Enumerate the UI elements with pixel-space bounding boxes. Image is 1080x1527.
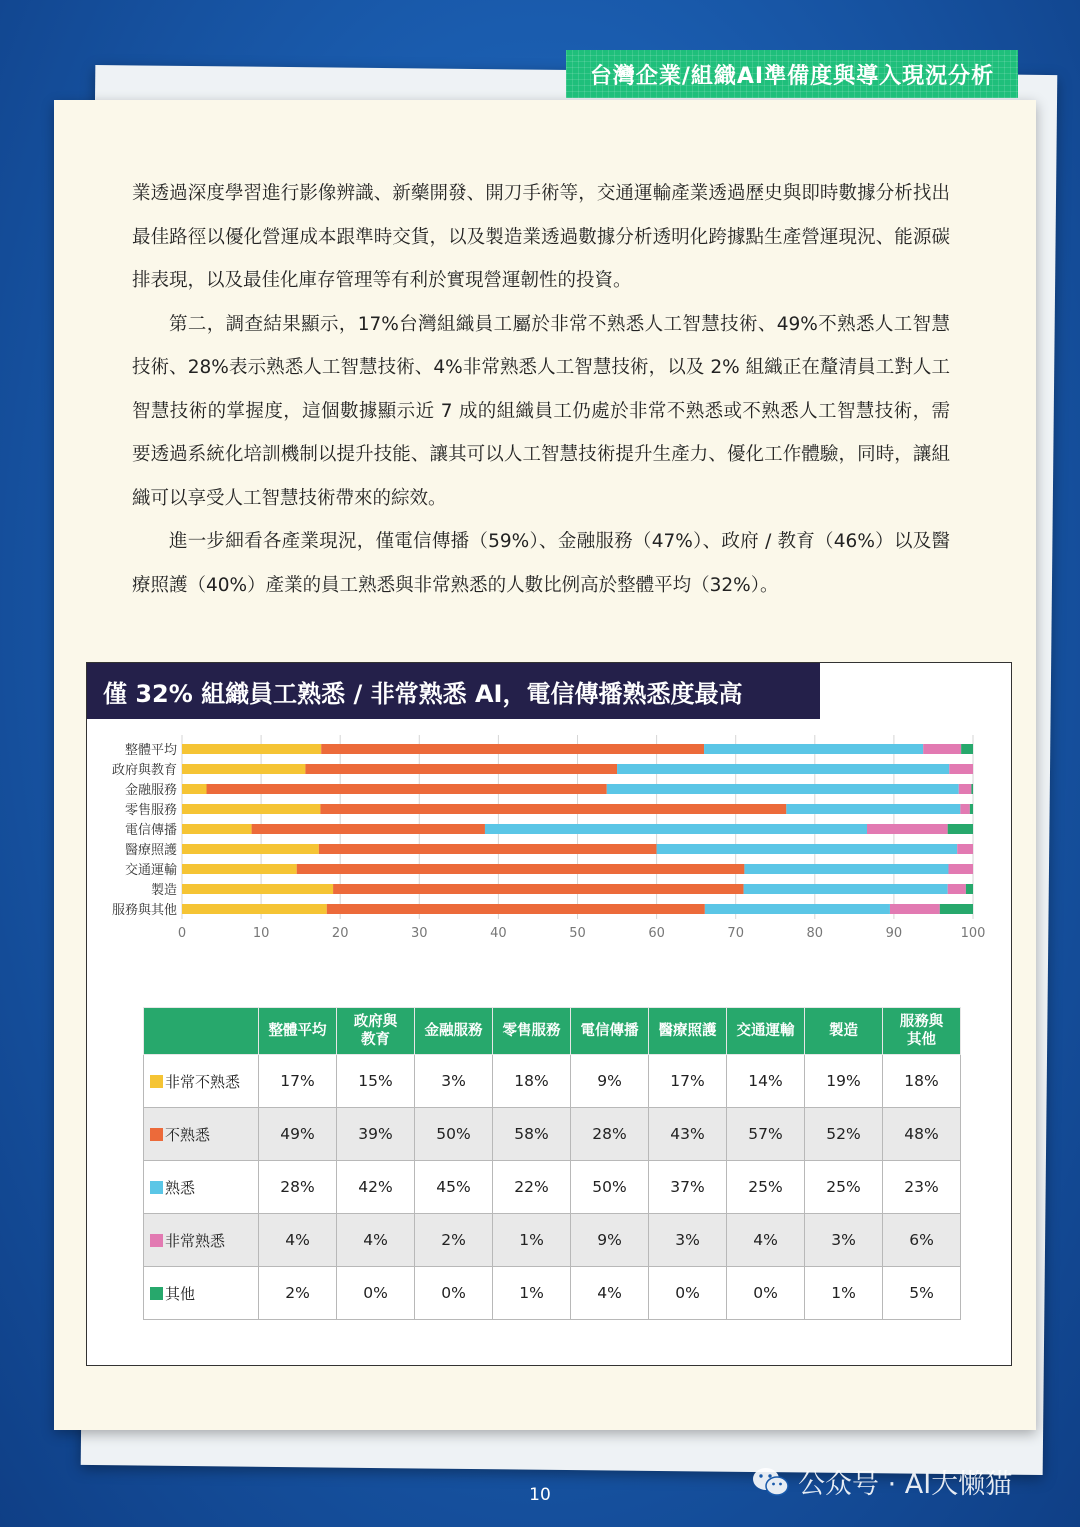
table-cell: 19% xyxy=(805,1055,883,1108)
table-cell: 52% xyxy=(805,1108,883,1161)
row-label-text: 非常熟悉 xyxy=(165,1231,226,1250)
x-tick-label: 10 xyxy=(252,926,270,941)
table-row xyxy=(144,1055,961,1108)
y-category-label: 服務與其他 xyxy=(111,903,177,918)
table-cell: 14% xyxy=(727,1055,805,1108)
table-cell: 4% xyxy=(337,1214,415,1267)
bar-segment xyxy=(657,844,958,854)
paragraph-1: 業透過深度學習進行影像辨識、新藥開發、開刀手術等，交通運輸產業透過歷史與即時數據分析找出最佳路徑以優化營運成本跟準時交貨，以及製造業透過數據分析透明化跨據點生產營運現況、能源碳排表現，以及最佳化庫存管理等有利於實現營運韌性的投資。 xyxy=(132,183,950,291)
table-cell: 9% xyxy=(571,1214,649,1267)
row-label xyxy=(144,1214,259,1267)
table-cell: 17% xyxy=(649,1055,727,1108)
table-cell: 0% xyxy=(415,1267,493,1320)
row-label-text: 不熟悉 xyxy=(165,1125,211,1144)
bar-segment xyxy=(704,744,923,754)
x-tick-label: 0 xyxy=(177,926,187,941)
table-cell: 3% xyxy=(415,1055,493,1108)
paragraph-2: 第二，調查結果顯示，17%台灣組織員工屬於非常不熟悉人工智慧技術、49%不熟悉人工智慧技術、28%表示熟悉人工智慧技術、4%非常熟悉人工智慧技術，以及 2% 組織正在釐清員工對人工智慧技術的掌握度，這個數據顯示近 7 成的組織員工仍處於非常不熟悉或不熟悉人工智慧技術，需要透過系統化培訓機制以提升技能、讓其可以人工智慧技術提升生產力、優化工作體驗，同時，讓組織可以享受人工智慧技術帶來的綜效。 xyxy=(132,313,950,509)
table-cell: 15% xyxy=(337,1055,415,1108)
table-row xyxy=(144,1161,961,1214)
table-cell: 9% xyxy=(571,1055,649,1108)
table-cell: 4% xyxy=(727,1214,805,1267)
bar-segment xyxy=(971,784,973,794)
x-tick-label: 100 xyxy=(960,926,986,941)
table-cell: 1% xyxy=(493,1267,571,1320)
table-cell: 42% xyxy=(337,1161,415,1214)
x-tick-label: 20 xyxy=(331,926,349,941)
column-header: 電信傳播 xyxy=(571,1008,649,1055)
bar-segment xyxy=(333,884,744,894)
bar-segment xyxy=(305,764,617,774)
page-number: 10 xyxy=(529,1485,551,1505)
bar-segment xyxy=(961,744,973,754)
y-category-label: 政府與教育 xyxy=(111,763,177,778)
table-cell: 22% xyxy=(493,1161,571,1214)
bar-segment xyxy=(182,884,333,894)
column-header: 醫療照護 xyxy=(649,1008,727,1055)
y-category-label: 醫療照護 xyxy=(124,843,177,858)
row-label xyxy=(144,1267,259,1320)
bar-segment xyxy=(182,864,297,874)
body-text xyxy=(132,172,950,607)
table-cell: 4% xyxy=(259,1214,337,1267)
bar-segment xyxy=(320,804,786,814)
bar-segment xyxy=(182,844,319,854)
bar-segment xyxy=(607,784,959,794)
table-row xyxy=(144,1108,961,1161)
table-cell: 49% xyxy=(259,1108,337,1161)
table-cell: 1% xyxy=(805,1267,883,1320)
legend-swatch xyxy=(150,1234,163,1247)
x-tick-label: 90 xyxy=(885,926,903,941)
table-cell: 5% xyxy=(883,1267,961,1320)
bar-segment xyxy=(948,884,966,894)
table-header-row xyxy=(144,1008,961,1055)
row-label-text: 其他 xyxy=(165,1284,196,1303)
table-cell: 48% xyxy=(883,1108,961,1161)
bar-segment xyxy=(948,824,973,834)
bar-segment xyxy=(957,844,973,854)
bar-segment xyxy=(940,904,973,914)
watermark-text: 公众号 · AI大懒猫 xyxy=(798,1469,1013,1500)
y-category-label: 電信傳播 xyxy=(124,823,177,838)
x-tick-label: 30 xyxy=(411,926,428,941)
table-row xyxy=(144,1214,961,1267)
row-label xyxy=(144,1161,259,1214)
bar-segment xyxy=(327,904,705,914)
x-tick-label: 60 xyxy=(648,926,665,941)
bar-segment xyxy=(617,764,949,774)
table-cell: 50% xyxy=(415,1108,493,1161)
table-cell: 28% xyxy=(571,1108,649,1161)
table-cell: 17% xyxy=(259,1055,337,1108)
report-header-title: 台灣企業/組織AI準備度與導入現況分析 xyxy=(566,50,1018,98)
table-cell: 57% xyxy=(727,1108,805,1161)
y-category-label: 金融服務 xyxy=(124,783,177,798)
legend-swatch xyxy=(150,1075,163,1088)
table-cell: 28% xyxy=(259,1161,337,1214)
column-header: 製造 xyxy=(805,1008,883,1055)
table-cell: 3% xyxy=(805,1214,883,1267)
bar-segment xyxy=(252,824,485,834)
table-cell: 45% xyxy=(415,1161,493,1214)
bar-segment xyxy=(705,904,890,914)
bar-segment xyxy=(207,784,607,794)
column-header: 政府與 教育 xyxy=(337,1008,415,1055)
legend-swatch xyxy=(150,1128,163,1141)
column-header: 服務與 其他 xyxy=(883,1008,961,1055)
bar-segment xyxy=(949,764,973,774)
bar-segment xyxy=(786,804,960,814)
bar-segment xyxy=(970,804,973,814)
table-cell: 2% xyxy=(415,1214,493,1267)
bar-segment xyxy=(182,804,320,814)
y-category-label: 整體平均 xyxy=(124,743,177,758)
bar-segment xyxy=(959,784,972,794)
bar-segment xyxy=(319,844,657,854)
bar-segment xyxy=(182,764,305,774)
table-cell: 1% xyxy=(493,1214,571,1267)
legend-swatch xyxy=(150,1287,163,1300)
x-tick-label: 50 xyxy=(569,926,586,941)
table-cell: 6% xyxy=(883,1214,961,1267)
column-header: 零售服務 xyxy=(493,1008,571,1055)
bar-segment xyxy=(485,824,867,834)
bar-segment xyxy=(960,804,969,814)
stacked-bar-chart xyxy=(87,723,1011,1003)
data-table xyxy=(143,1007,961,1320)
column-header: 整體平均 xyxy=(259,1008,337,1055)
table-row xyxy=(144,1267,961,1320)
table-cell: 37% xyxy=(649,1161,727,1214)
table-cell: 43% xyxy=(649,1108,727,1161)
table-cell: 23% xyxy=(883,1161,961,1214)
bar-segment xyxy=(948,864,973,874)
bar-segment xyxy=(321,744,704,754)
x-tick-label: 40 xyxy=(490,926,507,941)
bar-segment xyxy=(182,904,327,914)
column-header: 交通運輸 xyxy=(727,1008,805,1055)
paragraph-3: 進一步細看各產業現況，僅電信傳播（59%）、金融服務（47%）、政府 / 教育（46%）以及醫療照護（40%）產業的員工熟悉與非常熟悉的人數比例高於整體平均（32%）。 xyxy=(132,531,950,596)
table-cell: 25% xyxy=(805,1161,883,1214)
bar-segment xyxy=(744,864,948,874)
table-corner-cell xyxy=(144,1008,259,1055)
bar-segment xyxy=(923,744,961,754)
table-cell: 0% xyxy=(727,1267,805,1320)
bar-segment xyxy=(182,824,252,834)
table-cell: 4% xyxy=(571,1267,649,1320)
bar-segment xyxy=(744,884,948,894)
figure-title: 僅 32% 組織員工熟悉 / 非常熟悉 AI，電信傳播熟悉度最高 xyxy=(87,663,820,719)
bar-segment xyxy=(867,824,948,834)
x-tick-label: 70 xyxy=(727,926,744,941)
table-cell: 3% xyxy=(649,1214,727,1267)
y-category-label: 製造 xyxy=(150,883,177,898)
bar-segment xyxy=(966,884,973,894)
row-label-text: 非常不熟悉 xyxy=(165,1072,241,1091)
column-header: 金融服務 xyxy=(415,1008,493,1055)
y-category-label: 交通運輸 xyxy=(124,863,177,878)
legend-swatch xyxy=(150,1181,163,1194)
table-cell: 25% xyxy=(727,1161,805,1214)
table-cell: 39% xyxy=(337,1108,415,1161)
y-category-label: 零售服務 xyxy=(124,803,177,818)
bar-segment xyxy=(297,864,745,874)
table-cell: 50% xyxy=(571,1161,649,1214)
bar-segment xyxy=(182,744,321,754)
table-cell: 2% xyxy=(259,1267,337,1320)
figure-panel xyxy=(86,662,1012,1366)
bar-segment xyxy=(182,784,207,794)
row-label xyxy=(144,1108,259,1161)
row-label-text: 熟悉 xyxy=(165,1178,196,1197)
table-cell: 0% xyxy=(649,1267,727,1320)
row-label xyxy=(144,1055,259,1108)
table-cell: 58% xyxy=(493,1108,571,1161)
table-cell: 18% xyxy=(493,1055,571,1108)
wechat-icon xyxy=(752,1466,790,1498)
bar-segment xyxy=(890,904,940,914)
table-cell: 18% xyxy=(883,1055,961,1108)
watermark xyxy=(752,1462,1012,1501)
x-tick-label: 80 xyxy=(806,926,824,941)
table-cell: 0% xyxy=(337,1267,415,1320)
